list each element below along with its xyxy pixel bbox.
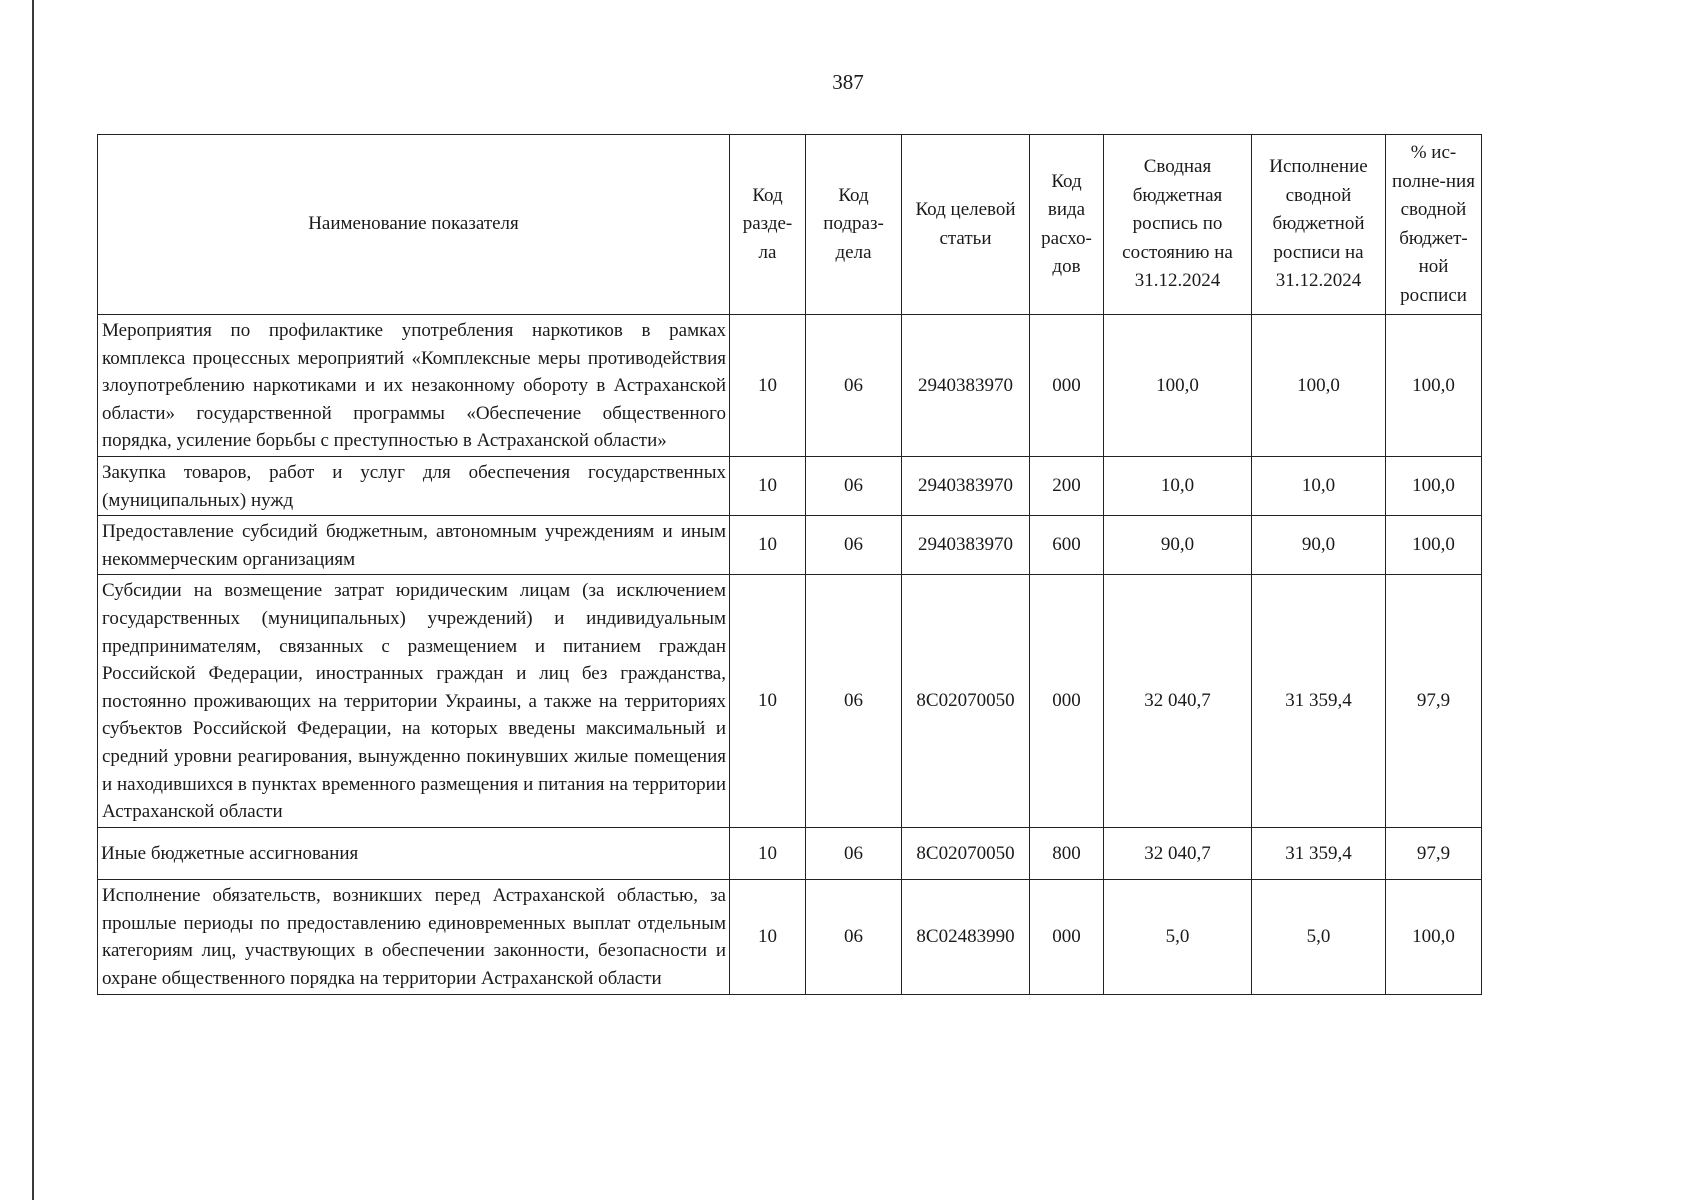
row-execution-percent: 100,0: [1386, 880, 1482, 994]
row-expense-type-code: 600: [1030, 516, 1104, 575]
row-section-code: 10: [730, 516, 806, 575]
row-budget-execution: 10,0: [1252, 456, 1386, 515]
header-expense-type-code: Код вида расхо-дов: [1030, 135, 1104, 315]
row-subsection-code: 06: [806, 880, 902, 994]
row-budget-plan: 32 040,7: [1104, 827, 1252, 880]
table-row: [98, 315, 1482, 457]
row-budget-execution: 5,0: [1252, 880, 1386, 994]
row-subsection-code: 06: [806, 315, 902, 457]
table-row: [98, 516, 1482, 575]
row-name: Закупка товаров, работ и услуг для обеспечения государственных (муниципальных) нужд: [98, 456, 730, 515]
table-row: [98, 827, 1482, 880]
row-subsection-code: 06: [806, 575, 902, 827]
row-subsection-code: 06: [806, 827, 902, 880]
table-header-row: [98, 135, 1482, 315]
row-section-code: 10: [730, 456, 806, 515]
row-execution-percent: 100,0: [1386, 456, 1482, 515]
row-budget-execution: 100,0: [1252, 315, 1386, 457]
row-execution-percent: 100,0: [1386, 315, 1482, 457]
row-expense-type-code: 000: [1030, 880, 1104, 994]
table-row: [98, 456, 1482, 515]
row-execution-percent: 97,9: [1386, 575, 1482, 827]
row-subsection-code: 06: [806, 456, 902, 515]
binding-line: [32, 0, 34, 1200]
table-row: [98, 575, 1482, 827]
row-target-code: 8С02070050: [902, 827, 1030, 880]
row-expense-type-code: 000: [1030, 575, 1104, 827]
table-row: [98, 880, 1482, 994]
row-execution-percent: 97,9: [1386, 827, 1482, 880]
row-target-code: 2940383970: [902, 315, 1030, 457]
row-target-code: 2940383970: [902, 516, 1030, 575]
row-budget-plan: 5,0: [1104, 880, 1252, 994]
row-expense-type-code: 800: [1030, 827, 1104, 880]
page-number: 387: [832, 70, 864, 94]
row-target-code: 8С02070050: [902, 575, 1030, 827]
row-target-code: 2940383970: [902, 456, 1030, 515]
header-name: Наименование показателя: [98, 135, 730, 315]
row-section-code: 10: [730, 315, 806, 457]
row-name: Субсидии на возмещение затрат юридическим лицам (за исключением государственных (муниципальных) учреждений) и индивидуальным предпринимателям, связанных с размещением и питанием граждан Российской Федерации, иностранных граждан и лиц без гражданства, постоянно проживающих на территории Украины, а также на территориях субъектов Российской Федерации, на которых введены максимальный и средний уровни реагирования, вынужденно покинувших жилые помещения и находившихся в пунктах временного размещения и питания на территории Астраханской области: [98, 575, 730, 827]
row-expense-type-code: 000: [1030, 315, 1104, 457]
row-name: Иные бюджетные ассигнования: [98, 827, 730, 880]
row-name: Исполнение обязательств, возникших перед Астраханской областью, за прошлые периоды по предоставлению единовременных выплат отдельным категориям лиц, участвующих в обеспечении законности, безопасности и охране общественного порядка на территории Астраханской области: [98, 880, 730, 994]
row-budget-plan: 10,0: [1104, 456, 1252, 515]
header-execution-percent: % ис-полне-ния сводной бюджет-ной росписи: [1386, 135, 1482, 315]
header-target-code: Код целевой статьи: [902, 135, 1030, 315]
row-name: Предоставление субсидий бюджетным, автономным учреждениям и иным некоммерческим организациям: [98, 516, 730, 575]
row-execution-percent: 100,0: [1386, 516, 1482, 575]
row-budget-execution: 90,0: [1252, 516, 1386, 575]
row-budget-plan: 32 040,7: [1104, 575, 1252, 827]
row-expense-type-code: 200: [1030, 456, 1104, 515]
row-name: Мероприятия по профилактике употребления наркотиков в рамках комплекса процессных мероприятий «Комплексные меры противодействия злоупотреблению наркотиками и их незаконному обороту в Астраханской области» государственной программы «Обеспечение общественного порядка, усиление борьбы с преступностью в Астраханской области»: [98, 315, 730, 457]
header-budget-execution: Исполнение сводной бюджетной росписи на 31.12.2024: [1252, 135, 1386, 315]
row-target-code: 8С02483990: [902, 880, 1030, 994]
row-budget-execution: 31 359,4: [1252, 827, 1386, 880]
row-section-code: 10: [730, 575, 806, 827]
row-section-code: 10: [730, 880, 806, 994]
header-section-code: Код разде-ла: [730, 135, 806, 315]
row-budget-execution: 31 359,4: [1252, 575, 1386, 827]
header-subsection-code: Код подраз-дела: [806, 135, 902, 315]
row-subsection-code: 06: [806, 516, 902, 575]
row-budget-plan: 90,0: [1104, 516, 1252, 575]
budget-execution-table: [97, 134, 1482, 995]
row-budget-plan: 100,0: [1104, 315, 1252, 457]
header-budget-plan: Сводная бюджетная роспись по состоянию на 31.12.2024: [1104, 135, 1252, 315]
row-section-code: 10: [730, 827, 806, 880]
